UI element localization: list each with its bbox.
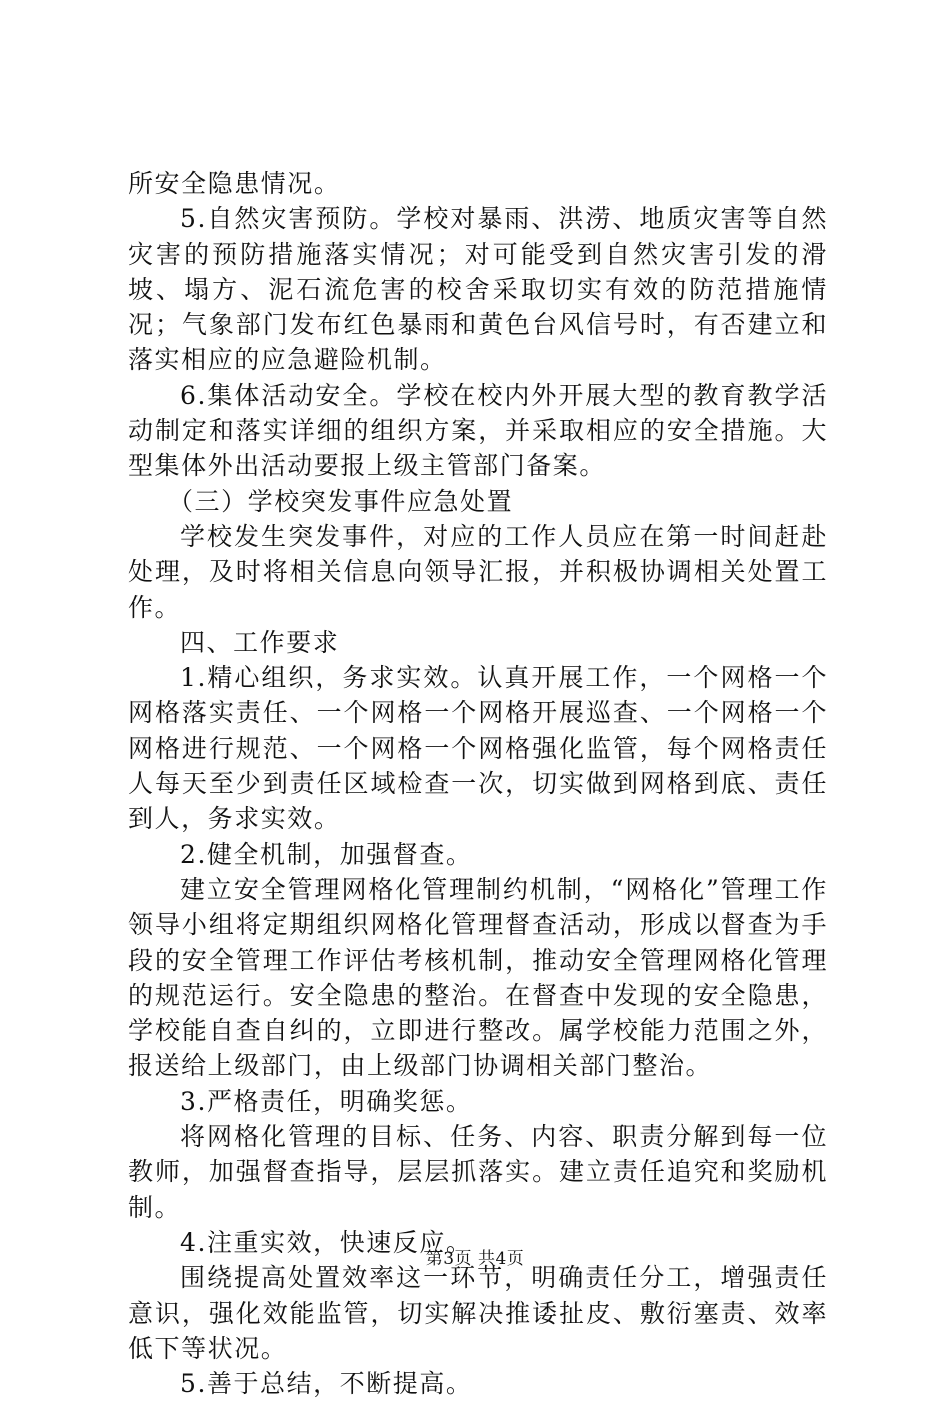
paragraph-natural-disaster-prevention: 5.自然灾害预防。学校对暴雨、洪涝、地质灾害等自然灾害的预防措施落实情况；对可能受到自然灾害引发的滑坡、塌方、泥石流危害的校舍采取切实有效的防范措施情况；气象部门发布红色暴雨和黄色台风信号时，有否建立和落实相应的应急避险机制。 [128, 204, 828, 375]
paragraph-requirement-4: 围绕提高处置效率这一环节，明确责任分工，增强责任意识，强化效能监管，切实解决推诿扯皮、敷衍塞责、效率低下等状况。 [128, 1263, 828, 1363]
paragraph-emergency-response: 学校发生突发事件，对应的工作人员应在第一时间赶赴处理，及时将相关信息向领导汇报，并积极协调相关处置工作。 [128, 521, 828, 622]
paragraph-group-activity-safety: 6.集体活动安全。学校在校内外开展大型的教育教学活动制定和落实详细的组织方案，并采取相应的安全措施。大型集体外出活动要报上级主管部门备案。 [128, 380, 828, 481]
subheading-requirement-2: 2.健全机制，加强督查。 [180, 839, 473, 869]
paragraph-requirement-1: 1.精心组织，务求实效。认真开展工作，一个网格一个网格落实责任、一个网格一个网格开展巡查、一个网格一个网格进行规范、一个网格一个网格强化监管，每个网格责任人每天至少到责任区域检查一次，切实做到网格到底、责任到人，务求实效。 [128, 663, 828, 834]
paragraph-requirement-2: 建立安全管理网格化管理制约机制，“网格化”管理工作领导小组将定期组织网格化管理督查活动，形成以督查为手段的安全管理工作评估考核机制，推动安全管理网格化管理的规范运行。安全隐患的整治。在督查中发现的安全隐患，学校能自查自纠的，立即进行整改。属学校能力范围之外，报送给上级部门，由上级部门协调相关部门整治。 [128, 874, 828, 1081]
paragraph-continuation: 所安全隐患情况。 [128, 169, 341, 198]
paragraph-requirement-3: 将网格化管理的目标、任务、内容、职责分解到每一位教师，加强督查指导，层层抓落实。建立责任追究和奖励机制。 [128, 1122, 828, 1222]
section-heading-emergency-response: （三）学校突发事件应急处置 [168, 486, 514, 516]
subheading-requirement-4: 4.注重实效，快速反应。 [180, 1227, 473, 1257]
page-number-footer: 第3页 共4页 [425, 1249, 525, 1269]
subheading-requirement-5: 5.善于总结，不断提高。 [180, 1369, 473, 1399]
document-body [128, 166, 828, 1401]
section-heading-work-requirements: 四、工作要求 [180, 627, 340, 657]
subheading-requirement-3: 3.严格责任，明确奖惩。 [180, 1086, 473, 1116]
